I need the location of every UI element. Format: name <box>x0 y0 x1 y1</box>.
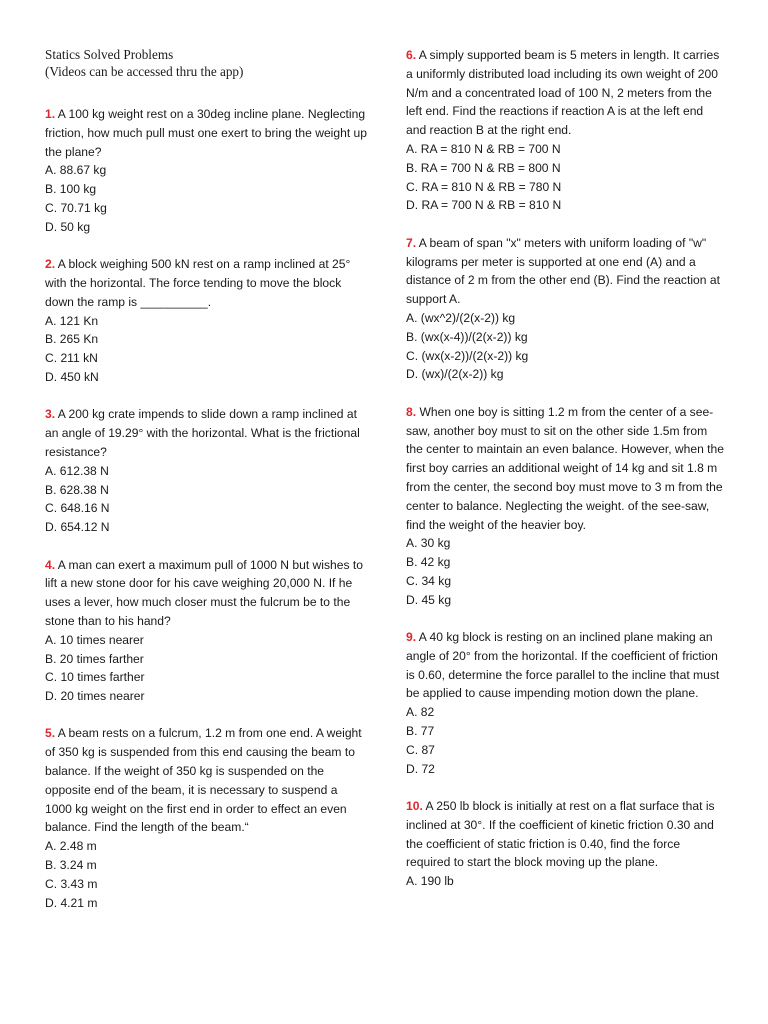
answer-option: D. 45 kg <box>406 592 452 607</box>
question-text: A 200 kg crate impends to slide down a ramp inclined at an angle of 19.29° with the horizontal. What is the frictional resistance? <box>45 407 360 459</box>
question-block <box>406 46 726 215</box>
question-stem <box>406 797 726 872</box>
question-text: When one boy is sitting 1.2 m from the center of a see-saw, another boy must to sit on the other side 1.5m from the center to maintain an even balance. However, when the first boy carries an additional weight of 14 kg and sit 1.8 m from the center, the second boy must move to 3 m from the center to balance. Neglecting the weight. of the see-saw, find the weight of the heavier boy. <box>406 404 724 532</box>
question-text: A block weighing 500 kN rest on a ramp inclined at 25° with the horizontal. The force tending to move the block down the ramp is __________. <box>45 257 351 309</box>
answer-option: D. 654.12 N <box>45 520 110 535</box>
question-block <box>45 556 367 706</box>
right-column <box>406 46 726 910</box>
answer-option: C. 70.71 kg <box>45 200 107 215</box>
answer-option: C. (wx(x-2))/(2(x-2)) kg <box>406 348 529 363</box>
answer-option: B. 100 kg <box>45 182 97 197</box>
answer-option: B. 628.38 N <box>45 482 109 497</box>
question-block <box>406 797 726 891</box>
answer-option: C. 34 kg <box>406 573 452 588</box>
question-number: 2. <box>45 257 56 272</box>
answer-option: C. 648.16 N <box>45 501 110 516</box>
answer-option: D. RA = 700 N & RB = 810 N <box>406 198 562 213</box>
answer-option: D. 50 kg <box>45 219 91 234</box>
answer-option: A. 612.38 N <box>45 463 109 478</box>
answer-option: D. 20 times nearer <box>45 689 145 704</box>
question-text: A 250 lb block is initially at rest on a flat surface that is inclined at 30°. If the coefficient of kinetic friction 0.30 and the coefficient of static friction is 0.40, find the force required to start the block moving up the plane. <box>406 799 715 870</box>
answer-option: B. 265 Kn <box>45 332 99 347</box>
right-question-list <box>406 46 726 891</box>
question-stem <box>406 628 726 703</box>
question-stem <box>45 724 367 837</box>
answer-option: D. 4.21 m <box>45 895 98 910</box>
answer-option: B. 3.24 m <box>45 858 97 873</box>
question-text: A beam rests on a fulcrum, 1.2 m from one end. A weight of 350 kg is suspended from this end causing the beam to balance. If the weight of 350 kg is suspended on the opposite end of the beam, it is necessary to suspend a 1000 kg weight on the first end in order to effect an even balance. Find the length of the beam.“ <box>45 726 362 835</box>
answer-option: C. 10 times farther <box>45 670 145 685</box>
left-column <box>45 46 367 931</box>
question-text: A beam of span "x" meters with uniform loading of "w" kilograms per meter is supported at one end (A) and a distance of 2 m from the other end (B). Find the reaction at support A. <box>406 235 720 307</box>
answer-option: A. 10 times nearer <box>45 632 144 647</box>
answer-option: B. 42 kg <box>406 555 451 570</box>
question-number: 6. <box>406 48 417 62</box>
question-stem <box>406 46 726 140</box>
question-block <box>45 105 367 237</box>
answer-option: D. (wx)/(2(x-2)) kg <box>406 367 504 382</box>
question-text: A simply supported beam is 5 meters in length. It carries a uniformly distributed load including its own weight of 200 N/m and a concentrated load of 100 N, 2 meters from the left end. Find the reactions if reaction A is at the left end and reaction B at the right end. <box>406 48 720 138</box>
question-block <box>45 724 367 912</box>
question-text: A man can exert a maximum pull of 1000 N but wishes to lift a new stone door for his cave weighing 20,000 N. If he uses a lever, how much closer must the fulcrum be to the stone than to his hand? <box>45 557 363 628</box>
answer-option: D. 72 <box>406 761 435 776</box>
question-block <box>406 234 726 384</box>
answer-option: A. 30 kg <box>406 536 451 551</box>
answer-option: B. RA = 700 N & RB = 800 N <box>406 160 561 175</box>
question-number: 5. <box>45 726 56 741</box>
answer-option: C. 3.43 m <box>45 876 98 891</box>
answer-option: B. 20 times farther <box>45 651 144 666</box>
answer-option: A. 2.48 m <box>45 839 97 854</box>
question-text: A 40 kg block is resting on an inclined plane making an angle of 20° from the horizontal. If the coefficient of friction is 0.60, determine the force parallel to the incline that must be applied to cause impending motion down the plane. <box>406 630 720 701</box>
question-stem <box>45 105 367 161</box>
answer-option: B. (wx(x-4))/(2(x-2)) kg <box>406 329 528 344</box>
document-title: Statics Solved Problems <box>45 47 174 62</box>
question-number: 1. <box>45 107 56 121</box>
question-number: 7. <box>406 235 417 250</box>
answer-option: C. 87 <box>406 742 435 757</box>
question-stem <box>45 556 367 631</box>
document-subtitle: (Videos can be accessed thru the app) <box>45 64 244 79</box>
question-stem <box>45 255 367 311</box>
answer-option: A. 88.67 kg <box>45 163 107 178</box>
left-question-list <box>45 105 367 912</box>
answer-option: C. RA = 810 N & RB = 780 N <box>406 179 562 194</box>
question-number: 8. <box>406 404 417 419</box>
question-block <box>45 405 367 537</box>
question-stem <box>45 405 367 461</box>
question-text: A 100 kg weight rest on a 30deg incline plane. Neglecting friction, how much pull must one exert to bring the weight up the plane? <box>45 107 367 159</box>
answer-option: C. 211 kN <box>45 351 98 366</box>
question-number: 9. <box>406 630 417 645</box>
answer-option: B. 77 <box>406 724 435 739</box>
answer-option: A. 121 Kn <box>45 313 99 328</box>
answer-option: A. 82 <box>406 705 435 720</box>
answer-option: D. 450 kN <box>45 369 99 384</box>
question-block <box>406 403 726 610</box>
question-block <box>406 628 726 778</box>
answer-option: A. 190 lb <box>406 874 454 889</box>
question-block <box>45 255 367 387</box>
answer-option: A. (wx^2)/(2(x-2)) kg <box>406 310 516 325</box>
answer-option: A. RA = 810 N & RB = 700 N <box>406 141 561 156</box>
question-number: 10. <box>406 799 423 814</box>
question-number: 4. <box>45 557 56 572</box>
question-stem <box>406 403 726 535</box>
question-number: 3. <box>45 407 56 422</box>
question-stem <box>406 234 726 309</box>
